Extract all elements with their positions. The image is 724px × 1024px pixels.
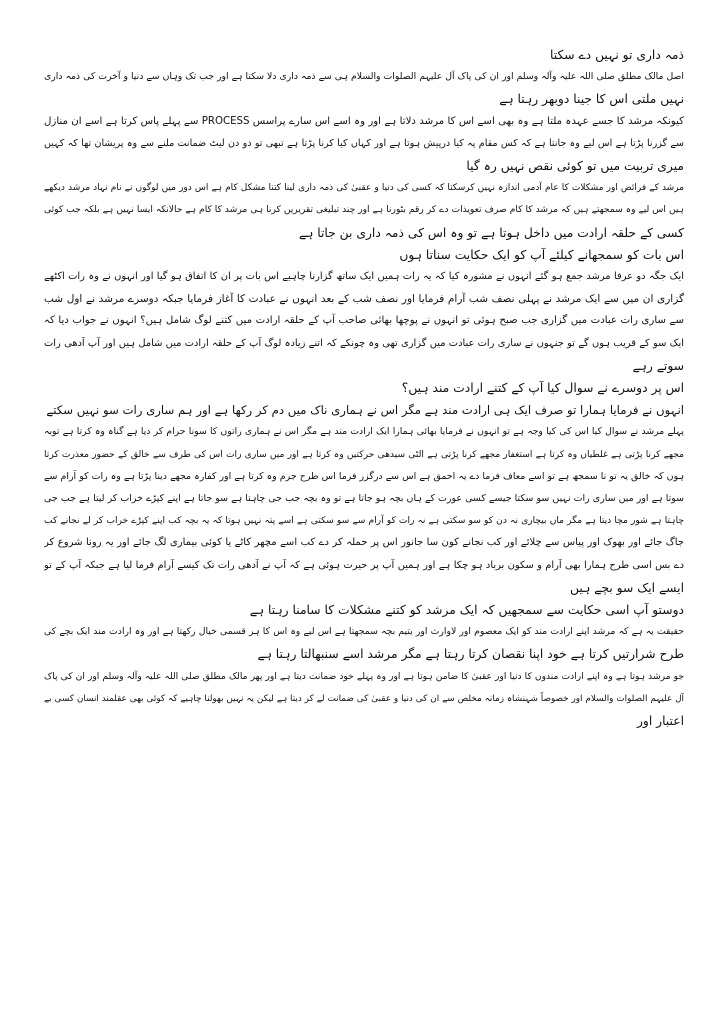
text-line: گزاری ان میں سے ایک مرشد نے پہلی نصف شب آرام فرمایا اور نصف شب کے بعد انہوں نے عبادت کا آغاز فرمایا جبکہ دوسرے مرشد نے اول شب: [44, 293, 684, 306]
text-line: اس بات کو سمجھانے کیلئے آپ کو ایک حکایت سناتا ہوں: [399, 247, 684, 262]
text-line: اعتبار اور: [636, 714, 684, 729]
text-line: سے ساری رات عبادت میں گزاری جب صبح ہوئی تو انہوں نے پوچھا بھائی صاحب آپ کے حلقہ ارادت میں کتنے لوگ شامل ہیں؟ انہوں نے جواب دیا کہ: [44, 315, 684, 327]
text-line: جو مرشد ہوتا ہے وہ اپنے ارادت مندوں کا دنیا اور عقبیٰ کا ضامن ہوتا ہے اور وہ پہلے خود ضمانت دیتا ہے اور پھر مالک مطلق صلی اللہ علیہ وآلہ وسلم اور ان کی پاک: [44, 671, 684, 682]
text-line: طرح شرارتیں کرتا ہے خود اپنا نقصان کرتا رہتا ہے مگر مرشد اسے سنبھالتا رہتا ہے: [257, 647, 684, 662]
text-line: مجھے کرنا پڑتی ہے غلطیاں وہ کرتا ہے استغفار مجھے کرنا پڑتی ہے الٹی سیدھی حرکتیں وہ کرتا ہے اور میں ساری رات اس کی طرف سے خالق کے حضور معذرت کرتا: [44, 449, 684, 460]
text-line: حقیقت یہ ہے کہ مرشد اپنے ارادت مند کو ایک معصوم اور لاوارث اور یتیم بچہ سمجھتا ہے اس لیے وہ اس کا ہر قسمی خیال رکھتا ہے اور وہ ارادت مند ایک بچے کی: [44, 626, 684, 638]
text-line: ایسے ایک سو بچے ہیں: [570, 580, 684, 595]
paragraph-p10: [44, 599, 684, 621]
text-line: سوتے رہے: [632, 358, 684, 373]
text-line: مرشد کے فرائض اور مشکلات کا عام آدمی اندازہ نہیں کرسکتا کہ کسی کی دنیا و عقبیٰ کی ذمہ داری لینا کتنا مشکل کام ہے اس دور میں لوگوں نے نام نہاد مرشد دیکھے: [44, 183, 684, 194]
paragraph-p6: [44, 266, 684, 377]
paragraph-p1: [44, 44, 684, 66]
text-line: دے بس اسی طرح ہمارا بھی آرام و سکون برباد ہو چکا ہے اور ہمیں آپ پر حیرت ہوئی ہے کہ آپ نے آدھی رات تک کیسے آرام فرما لیا ہے جبکہ آپ کے تو: [44, 559, 684, 571]
text-line: پہلے مرشد نے سوال کیا اس کی کیا وجہ ہے تو انہوں نے فرمایا بھائی ہمارا ایک ارادت مند ہے مگر اس نے ہماری راتوں کا سونا حرام کر دیا ہے گناہ وہ کرتا ہے توبہ: [44, 426, 684, 438]
paragraph-p7: [44, 377, 684, 399]
paragraph-p3: [44, 111, 684, 178]
text-line: نہیں ملتی اس کا جینا دوبھر رہتا ہے: [499, 92, 684, 107]
text-line: ہیں اس لیے وہ سمجھتے ہیں کہ مرشد کا کام صرف تعویذات دے کر رقم بٹورنا ہے اور چند تبلیغی تقریریں کرنا ہی مرشد کا کام ہے حالانکہ ایسا نہیں ہے بلکہ جب کوئی: [44, 205, 684, 216]
paragraph-p9: [44, 421, 684, 599]
text-line: ایک سو کے قریب ہوں گے تو جنہوں نے ساری رات عبادت میں گزاری تھی وہ چونکے کہ اتنے زیادہ لوگ آپ کے حلقہ ارادت میں شامل ہیں اور آپ آدھی رات: [44, 337, 684, 349]
text-line: سے گزرنا پڑتا ہے اس لیے وہ جانتا ہے کہ کس مقام پہ کیا درپیش ہوتا ہے اور کہاں کیا کرنا پڑتا ہے تبھی تو دو دن لیٹ ضمانت ملنے سے وہ پریشان تھا کہ کہیں: [44, 137, 684, 149]
paragraph-p12: [44, 666, 684, 733]
text-line: کسی کے حلقہ ارادت میں داخل ہوتا ہے تو وہ اس کی ذمہ داری بن جاتا ہے: [298, 225, 684, 240]
text-line: ہوں کہ خالق یہ تو نا سمجھ ہے تو اسے معاف فرما دے یہ احمق ہے اس سے درگزر فرما اس طرح جرم وہ کرتا ہے اور کفارہ مجھے دینا پڑتا ہے وہ رات کو آرام سے: [44, 470, 684, 482]
paragraph-p2: [44, 66, 684, 110]
text-line: آل علیہم الصلوات والسلام اور خصوصاً شہنشاہ زمانہ مخلص سے ان کی دنیا و عقبیٰ کی ضمانت لے کر دیتا ہے لیکن یہ نہیں بھولنا چاہیے کہ کوئی بھی عقلمند انسان کسی بے: [44, 693, 684, 704]
text-line: میری تربیت میں تو کوئی نقص نہیں رہ گیا: [466, 159, 684, 174]
paragraph-p11: [44, 621, 684, 665]
text-line: انہوں نے فرمایا ہمارا تو صرف ایک ہی ارادت مند ہے مگر اس نے ہماری ناک میں دم کر رکھا ہے اور ہم ساری رات سو نہیں سکتے: [46, 403, 684, 418]
text-line: جاگ جائے اور بھوک اور پیاس سے چلائے اور کب نجانے کون سا جانور اس پر حملہ کر دے کب اسے مچھر کاٹے یا کوئی بیماری لگ جائے اور یہ رونا شروع کر: [44, 537, 684, 549]
text-line: کیونکہ مرشد کا جسے عہدہ ملتا ہے وہ بھی اسے اس کا مرشد دلاتا ہے اور وہ اسے اس سارے پراسس PROCESS سے پہلے پاس کرتا ہے اسے ان منازل: [44, 115, 684, 127]
text-line: اس پر دوسرے نے سوال کیا آپ کے کتنے ارادت مند ہیں؟: [401, 381, 684, 396]
text-line: چاہتا ہے شور مچا دیتا ہے مگر ماں بیچاری نہ دن کو سو سکتی ہے نہ رات کو آرام سے سو سکتی ہے اسے پتہ نہیں ہوتا کہ یہ بچہ کب اپنے کپڑے خراب کر لے نجانے کب: [44, 516, 684, 527]
text-line: ذمہ داری تو نہیں دے سکتا: [550, 48, 684, 62]
paragraph-p5: [44, 244, 684, 266]
text-line: ایک جگہ دو عرفا مرشد جمع ہو گئے انہوں نے مشورہ کیا کہ یہ رات ہمیں ایک ساتھ گزارنا چاہیے اس بات پر ان کا اتفاق ہو گیا اور انہوں نے وہ رات اکٹھے: [44, 271, 684, 283]
text-line: اصل مالک مطلق صلی اللہ علیہ وآلہ وسلم اور ان کی پاک آل علیہم الصلوات والسلام ہی سے ذمہ داری دلا سکتا ہے اور جب تک وہاں سے دنیا و آخرت کی ذمہ داری: [44, 71, 684, 83]
document-body: [44, 44, 684, 732]
paragraph-p4: [44, 177, 684, 244]
text-line: سوتا ہے اور میں ساری رات نہیں سو سکتا جیسے کسی عورت کے ہاں بچہ ہو جاتا ہے تو وہ بچہ جب جی چاہتا ہے سو جاتا ہے اپنے کپڑے خراب کر لیتا ہے جب جی: [44, 493, 684, 505]
paragraph-p8: [44, 399, 684, 421]
text-line: دوستو آپ اسی حکایت سے سمجھیں کہ ایک مرشد کو کتنے مشکلات کا سامنا رہتا ہے: [249, 603, 684, 618]
